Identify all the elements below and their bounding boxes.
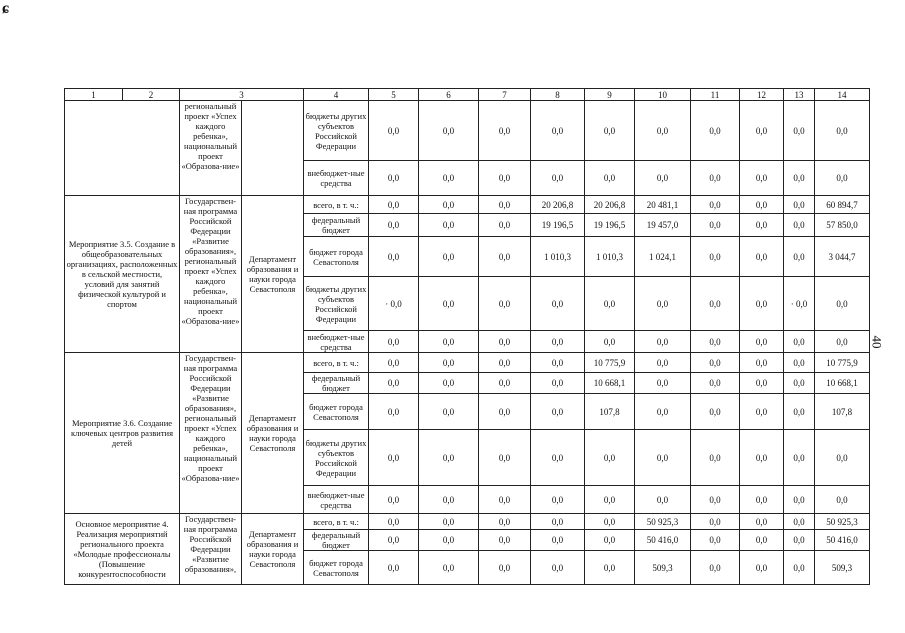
value-cell: 0,0 — [691, 196, 740, 214]
header-cell: 13 — [784, 89, 815, 101]
value-cell: 19 196,5 — [531, 214, 585, 237]
value-cell: 19 457,0 — [635, 214, 691, 237]
value-cell: 20 481,1 — [635, 196, 691, 214]
value-cell: 0,0 — [784, 101, 815, 161]
value-cell: 0,0 — [740, 331, 784, 353]
department-cell: Департамент образования и науки города Севастополя — [242, 514, 304, 585]
value-cell: 0,0 — [740, 394, 784, 430]
value-cell: 0,0 — [531, 486, 585, 514]
value-cell: 0,0 — [691, 430, 740, 486]
value-cell: 0,0 — [585, 277, 635, 331]
page-number: 40 — [869, 335, 885, 349]
value-cell: 0,0 — [740, 514, 784, 530]
value-cell: 0,0 — [635, 161, 691, 196]
value-cell: 0,0 — [419, 214, 479, 237]
value-cell: 0,0 — [479, 214, 531, 237]
value-cell: 0,0 — [740, 430, 784, 486]
header-cell: 12 — [740, 89, 784, 101]
header-cell: 14 — [815, 89, 870, 101]
value-cell: 509,3 — [815, 551, 870, 585]
value-cell: 0,0 — [585, 530, 635, 551]
source-cell: внебюджет-ные средства — [304, 331, 369, 353]
value-cell: 0,0 — [419, 514, 479, 530]
value-cell: 0,0 — [691, 331, 740, 353]
value-cell: 0,0 — [784, 530, 815, 551]
activity-cell: Основное мероприятие 4. Реализация мероприятий регионального проекта «Молодые профессионалы (Повышение конкурентоспособности — [65, 514, 180, 585]
value-cell: 50 925,3 — [635, 514, 691, 530]
value-cell: 0,0 — [740, 161, 784, 196]
value-cell: 0,0 — [585, 101, 635, 161]
value-cell: 0,0 — [784, 161, 815, 196]
value-cell: 0,0 — [691, 353, 740, 373]
value-cell: 10 668,1 — [815, 373, 870, 394]
value-cell: 0,0 — [531, 530, 585, 551]
value-cell: 0,0 — [479, 430, 531, 486]
value-cell: 10 775,9 — [585, 353, 635, 373]
header-cell: 6 — [419, 89, 479, 101]
source-cell: федеральный бюджет — [304, 530, 369, 551]
value-cell: 0,0 — [635, 394, 691, 430]
value-cell: 0,0 — [531, 331, 585, 353]
table-block — [65, 101, 870, 196]
value-cell: 0,0 — [479, 530, 531, 551]
value-cell: 0,0 — [369, 430, 419, 486]
value-cell: 0,0 — [815, 277, 870, 331]
program-cell: Государствен-ная программа Российской Федерации «Развитие образования», региональный проект «Успех каждого ребенка», национальный проект «Образова-ние» — [180, 196, 242, 353]
source-cell: всего, в т. ч.: — [304, 514, 369, 530]
header-cell: 5 — [369, 89, 419, 101]
value-cell: 0,0 — [531, 430, 585, 486]
value-cell: 19 196,5 — [585, 214, 635, 237]
value-cell: 0,0 — [635, 331, 691, 353]
value-cell: 0,0 — [419, 373, 479, 394]
value-cell: 0,0 — [635, 486, 691, 514]
value-cell: 0,0 — [691, 530, 740, 551]
value-cell: 0,0 — [369, 353, 419, 373]
value-cell: 0,0 — [784, 214, 815, 237]
value-cell: 0,0 — [740, 530, 784, 551]
value-cell: 0,0 — [815, 101, 870, 161]
activity-cell — [65, 101, 180, 196]
table-block — [65, 196, 870, 353]
value-cell: 0,0 — [479, 353, 531, 373]
source-cell: федеральный бюджет — [304, 373, 369, 394]
value-cell: 0,0 — [585, 331, 635, 353]
value-cell: 0,0 — [369, 373, 419, 394]
value-cell: 0,0 — [369, 551, 419, 585]
header-cell: 10 — [635, 89, 691, 101]
value-cell: 0,0 — [369, 331, 419, 353]
value-cell: 0,0 — [691, 237, 740, 277]
program-cell: региональный проект «Успех каждого ребенка», национальный проект «Образова-ние» — [180, 101, 242, 196]
source-cell: бюджеты других субъектов Российской Федерации — [304, 430, 369, 486]
value-cell: 1 024,1 — [635, 237, 691, 277]
value-cell: 0,0 — [691, 214, 740, 237]
value-cell: 0,0 — [740, 486, 784, 514]
header-cell: 2 — [123, 89, 180, 101]
value-cell: 0,0 — [419, 353, 479, 373]
header-cell: 1 — [65, 89, 123, 101]
value-cell: 0,0 — [585, 161, 635, 196]
value-cell: 0,0 — [419, 161, 479, 196]
value-cell: 0,0 — [531, 394, 585, 430]
source-cell: всего, в т. ч.: — [304, 353, 369, 373]
value-cell: 0,0 — [784, 394, 815, 430]
header-cell: 4 — [304, 89, 369, 101]
value-cell: 0,0 — [740, 373, 784, 394]
value-cell: 0,0 — [531, 101, 585, 161]
value-cell: 0,0 — [369, 101, 419, 161]
header-cell: 9 — [585, 89, 635, 101]
value-cell: 107,8 — [585, 394, 635, 430]
value-cell: 0,0 — [531, 353, 585, 373]
department-cell: Департамент образования и науки города Севастополя — [242, 196, 304, 353]
value-cell: 0,0 — [531, 161, 585, 196]
value-cell: 0,0 — [784, 237, 815, 277]
budget-table — [64, 88, 870, 585]
value-cell: 50 925,3 — [815, 514, 870, 530]
source-cell: внебюджет-ные средства — [304, 161, 369, 196]
value-cell: 0,0 — [815, 486, 870, 514]
source-cell: бюджеты других субъектов Российской Федерации — [304, 101, 369, 161]
source-cell: бюджет города Севастополя — [304, 237, 369, 277]
value-cell: 0,0 — [585, 486, 635, 514]
value-cell: 0,0 — [479, 237, 531, 277]
value-cell: 0,0 — [691, 373, 740, 394]
header-cell: 8 — [531, 89, 585, 101]
value-cell: 50 416,0 — [635, 530, 691, 551]
value-cell: 0,0 — [531, 373, 585, 394]
value-cell: 0,0 — [784, 353, 815, 373]
value-cell: 50 416,0 — [815, 530, 870, 551]
value-cell: 0,0 — [369, 394, 419, 430]
value-cell: 0,0 — [691, 277, 740, 331]
value-cell: 0,0 — [691, 161, 740, 196]
value-cell: 0,0 — [740, 214, 784, 237]
value-cell: 60 894,7 — [815, 196, 870, 214]
value-cell: 0,0 — [479, 101, 531, 161]
value-cell: 0,0 — [784, 331, 815, 353]
value-cell: 0,0 — [740, 196, 784, 214]
value-cell: 0,0 — [740, 551, 784, 585]
value-cell: 0,0 — [691, 486, 740, 514]
value-cell: · 0,0 — [369, 277, 419, 331]
value-cell: 0,0 — [479, 551, 531, 585]
value-cell: 57 850,0 — [815, 214, 870, 237]
value-cell: 0,0 — [784, 430, 815, 486]
value-cell: 0,0 — [784, 486, 815, 514]
value-cell: 3 044,7 — [815, 237, 870, 277]
value-cell: 0,0 — [419, 430, 479, 486]
value-cell: 0,0 — [369, 514, 419, 530]
value-cell: 0,0 — [691, 551, 740, 585]
table-block — [65, 353, 870, 514]
value-cell: 0,0 — [784, 373, 815, 394]
value-cell: 0,0 — [419, 101, 479, 161]
value-cell: 0,0 — [740, 353, 784, 373]
source-cell: всего, в т. ч.: — [304, 196, 369, 214]
department-cell: Департамент образования и науки города Севастополя — [242, 353, 304, 514]
value-cell: 0,0 — [369, 196, 419, 214]
value-cell: 0,0 — [479, 277, 531, 331]
source-cell: бюджет города Севастополя — [304, 551, 369, 585]
value-cell: 0,0 — [479, 373, 531, 394]
value-cell: 0,0 — [531, 277, 585, 331]
value-cell: 0,0 — [479, 196, 531, 214]
value-cell: 20 206,8 — [531, 196, 585, 214]
value-cell: 0,0 — [635, 353, 691, 373]
value-cell: 0,0 — [479, 331, 531, 353]
value-cell: 0,0 — [784, 514, 815, 530]
header-cell: 7 — [479, 89, 531, 101]
value-cell: 509,3 — [635, 551, 691, 585]
corner-mark: ɕ — [2, 0, 10, 17]
activity-cell: Мероприятие 3.5. Создание в общеобразовательных организациях, расположенных в сельской местности, условий для занятий физической культурой и спортом — [65, 196, 180, 353]
value-cell: 0,0 — [479, 486, 531, 514]
value-cell: 0,0 — [419, 486, 479, 514]
value-cell: 0,0 — [419, 331, 479, 353]
value-cell: 10 668,1 — [585, 373, 635, 394]
value-cell: 0,0 — [531, 514, 585, 530]
value-cell: 0,0 — [419, 394, 479, 430]
value-cell: 0,0 — [369, 214, 419, 237]
value-cell: 0,0 — [419, 530, 479, 551]
value-cell: 0,0 — [419, 551, 479, 585]
value-cell: 0,0 — [691, 394, 740, 430]
value-cell: 0,0 — [585, 551, 635, 585]
value-cell: 0,0 — [635, 277, 691, 331]
value-cell: 0,0 — [691, 514, 740, 530]
value-cell: 0,0 — [419, 237, 479, 277]
value-cell: 0,0 — [585, 430, 635, 486]
source-cell: федеральный бюджет — [304, 214, 369, 237]
value-cell: · 0,0 — [784, 277, 815, 331]
source-cell: внебюджет-ные средства — [304, 486, 369, 514]
table-block — [65, 514, 870, 585]
value-cell: 1 010,3 — [585, 237, 635, 277]
value-cell: 0,0 — [635, 430, 691, 486]
value-cell: 0,0 — [740, 101, 784, 161]
value-cell: 0,0 — [815, 161, 870, 196]
value-cell: 0,0 — [740, 277, 784, 331]
value-cell: 0,0 — [479, 161, 531, 196]
value-cell: 0,0 — [815, 331, 870, 353]
value-cell: 0,0 — [815, 430, 870, 486]
value-cell: 0,0 — [369, 530, 419, 551]
header-cell: 11 — [691, 89, 740, 101]
value-cell: 0,0 — [585, 514, 635, 530]
value-cell: 0,0 — [784, 551, 815, 585]
value-cell: 0,0 — [740, 237, 784, 277]
value-cell: 0,0 — [479, 394, 531, 430]
department-cell — [242, 101, 304, 196]
value-cell: 0,0 — [691, 101, 740, 161]
header-cell: 3 — [180, 89, 304, 101]
source-cell: бюджет города Севастополя — [304, 394, 369, 430]
value-cell: 107,8 — [815, 394, 870, 430]
program-cell: Государствен-ная программа Российской Федерации «Развитие образования», — [180, 514, 242, 585]
value-cell: 20 206,8 — [585, 196, 635, 214]
value-cell: 0,0 — [419, 196, 479, 214]
value-cell: 0,0 — [369, 486, 419, 514]
activity-cell: Мероприятие 3.6. Создание ключевых центров развития детей — [65, 353, 180, 514]
value-cell: 0,0 — [369, 161, 419, 196]
value-cell: 0,0 — [784, 196, 815, 214]
value-cell: 1 010,3 — [531, 237, 585, 277]
header-row — [65, 89, 870, 101]
source-cell: бюджеты других субъектов Российской Федерации — [304, 277, 369, 331]
value-cell: 0,0 — [635, 101, 691, 161]
program-cell: Государствен-ная программа Российской Федерации «Развитие образования», региональный проект «Успех каждого ребенка», национальный проект «Образова-ние» — [180, 353, 242, 514]
value-cell: 0,0 — [531, 551, 585, 585]
value-cell: 0,0 — [369, 237, 419, 277]
value-cell: 0,0 — [479, 514, 531, 530]
value-cell: 0,0 — [419, 277, 479, 331]
value-cell: 0,0 — [635, 373, 691, 394]
value-cell: 10 775,9 — [815, 353, 870, 373]
